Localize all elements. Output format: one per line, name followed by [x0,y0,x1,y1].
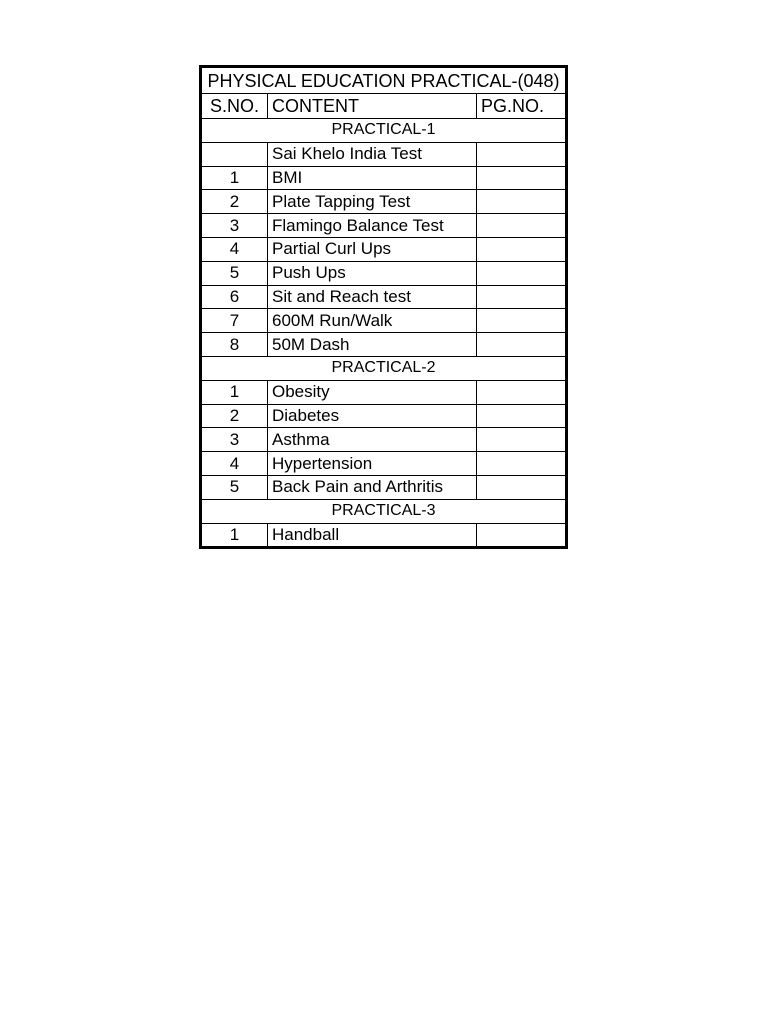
row-sno: 1 [202,380,268,404]
row-sno: 5 [202,475,268,499]
table-row [202,190,566,214]
index-table-container [199,65,568,549]
row-content: 50M Dash [268,333,477,357]
section-heading: PRACTICAL-3 [202,499,566,523]
table-row [202,309,566,333]
row-pgno [477,452,566,476]
row-sno: 7 [202,309,268,333]
header-content: CONTENT [268,94,477,119]
table-row [202,166,566,190]
header-sno: S.NO. [202,94,268,119]
row-sno: 1 [202,523,268,547]
row-sno: 4 [202,237,268,261]
table-row [202,523,566,547]
row-content: 600M Run/Walk [268,309,477,333]
index-table [201,67,566,547]
document-title: PHYSICAL EDUCATION PRACTICAL-(048) [202,68,566,94]
row-sno: 2 [202,404,268,428]
section-heading: PRACTICAL-2 [202,356,566,380]
row-pgno [477,523,566,547]
title-row [202,68,566,94]
row-content: Partial Curl Ups [268,237,477,261]
row-sno: 4 [202,452,268,476]
row-content: Asthma [268,428,477,452]
row-content: Plate Tapping Test [268,190,477,214]
row-sno: 8 [202,333,268,357]
section-heading-row [202,356,566,380]
row-sno: 2 [202,190,268,214]
table-row [202,214,566,238]
row-pgno [477,285,566,309]
index-table-body [202,68,566,547]
header-pgno: PG.NO. [477,94,566,119]
section-heading: PRACTICAL-1 [202,119,566,143]
row-pgno [477,166,566,190]
row-pgno [477,333,566,357]
row-sno: 3 [202,428,268,452]
row-pgno [477,214,566,238]
table-row [202,142,566,166]
table-row [202,428,566,452]
row-content: Diabetes [268,404,477,428]
row-content: Flamingo Balance Test [268,214,477,238]
row-content: Obesity [268,380,477,404]
row-content: Back Pain and Arthritis [268,475,477,499]
row-pgno [477,142,566,166]
table-row [202,404,566,428]
header-row [202,94,566,119]
row-pgno [477,237,566,261]
row-content: Sit and Reach test [268,285,477,309]
row-content: Sai Khelo India Test [268,142,477,166]
table-row [202,452,566,476]
row-content: BMI [268,166,477,190]
table-row [202,261,566,285]
table-row [202,475,566,499]
row-content: Handball [268,523,477,547]
row-pgno [477,380,566,404]
row-content: Push Ups [268,261,477,285]
section-heading-row [202,499,566,523]
row-pgno [477,309,566,333]
row-sno: 6 [202,285,268,309]
row-sno: 5 [202,261,268,285]
row-pgno [477,190,566,214]
table-row [202,380,566,404]
section-heading-row [202,119,566,143]
row-pgno [477,475,566,499]
row-pgno [477,261,566,285]
table-row [202,333,566,357]
table-row [202,237,566,261]
table-row [202,285,566,309]
row-sno [202,142,268,166]
row-sno: 1 [202,166,268,190]
row-pgno [477,404,566,428]
row-content: Hypertension [268,452,477,476]
row-pgno [477,428,566,452]
row-sno: 3 [202,214,268,238]
